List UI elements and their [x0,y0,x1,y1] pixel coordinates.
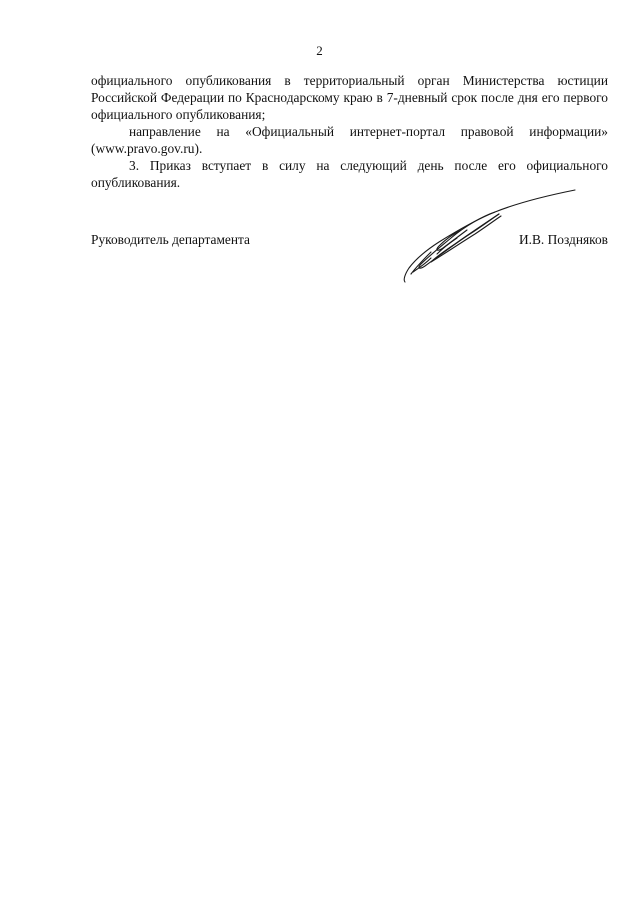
signatory-name: И.В. Поздняков [518,232,608,247]
handwritten-signature [395,186,585,286]
document-body [91,72,608,191]
signatory-position: Руководитель департамента [91,232,250,247]
paragraph-portal-direction: направление на «Официальный интернет-портал правовой информации» (www.pravo.gov.ru). [91,124,608,156]
paragraph-publication-submission: официального опубликования в территориальный орган Министерства юстиции Российской Федерации по Краснодарскому краю в 7-дневный срок после дня его первого официального опубликования; [91,73,608,122]
page-number: 2 [316,43,323,58]
paragraph-effective-date: 3. Приказ вступает в силу на следующий день после его официального опубликования. [91,158,608,190]
